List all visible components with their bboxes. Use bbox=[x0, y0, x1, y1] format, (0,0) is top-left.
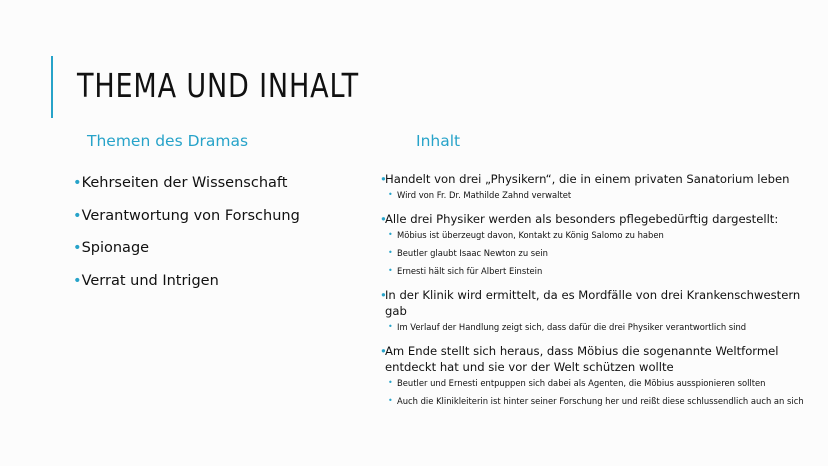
bullet-icon: • bbox=[73, 175, 82, 191]
sub-bullet-icon: • bbox=[388, 190, 393, 199]
content-sub-item bbox=[380, 265, 810, 277]
content-sub-item bbox=[380, 321, 810, 333]
content-item-text: Handelt von drei „Physikern“, die in einem privaten Sanatorium leben bbox=[385, 172, 790, 186]
themes-list-item bbox=[73, 238, 300, 258]
content-sub-item bbox=[380, 229, 810, 241]
content-sub-item-text: Ernesti hält sich für Albert Einstein bbox=[397, 266, 543, 276]
themes-list bbox=[73, 173, 300, 303]
bullet-icon: • bbox=[380, 212, 387, 226]
bullet-icon: • bbox=[73, 240, 82, 256]
themes-item-text: Spionage bbox=[81, 240, 150, 256]
slide-title: THEMA UND INHALT bbox=[77, 66, 360, 105]
content-list-item bbox=[380, 211, 810, 277]
sub-bullet-icon: • bbox=[388, 230, 393, 239]
sub-bullet-icon: • bbox=[388, 248, 393, 257]
content-sub-item-text: Beutler glaubt Isaac Newton zu sein bbox=[397, 248, 548, 258]
bullet-icon: • bbox=[380, 288, 387, 302]
content-sub-item-text: Beutler und Ernesti entpuppen sich dabei als Agenten, die Möbius ausspionieren sollten bbox=[397, 378, 766, 388]
content-item-text: Am Ende stellt sich heraus, dass Möbius die sogenannte Weltformel entdeckt hat und sie vor der Welt schützen wollte bbox=[385, 344, 779, 374]
content-sub-item bbox=[380, 395, 810, 407]
content-sub-list bbox=[380, 321, 810, 333]
content-sub-item-text: Wird von Fr. Dr. Mathilde Zahnd verwaltet bbox=[397, 190, 572, 200]
content-sub-list bbox=[380, 229, 810, 277]
themes-item-text: Verantwortung von Forschung bbox=[81, 207, 300, 224]
content-sub-list bbox=[380, 377, 810, 407]
content-sub-item-text: Möbius ist überzeugt davon, Kontakt zu König Salomo zu haben bbox=[397, 230, 664, 240]
bullet-icon: • bbox=[380, 172, 387, 186]
content-sub-item bbox=[380, 247, 810, 259]
themes-item-text: Verrat und Intrigen bbox=[81, 272, 219, 289]
themes-list-item bbox=[73, 173, 300, 193]
bullet-icon: • bbox=[380, 344, 387, 358]
sub-bullet-icon: • bbox=[388, 322, 393, 331]
content-heading: Inhalt bbox=[416, 132, 461, 150]
content-sub-list bbox=[380, 189, 810, 201]
content-list-item bbox=[380, 171, 810, 201]
themes-heading: Themen des Dramas bbox=[87, 132, 249, 150]
themes-list-item bbox=[73, 206, 300, 226]
bullet-icon: • bbox=[73, 272, 82, 289]
content-sub-item bbox=[380, 377, 810, 389]
sub-bullet-icon: • bbox=[388, 378, 393, 387]
content-sub-item bbox=[380, 189, 810, 201]
themes-list-item bbox=[73, 271, 300, 291]
content-item-text: Alle drei Physiker werden als besonders pflegebedürftig dargestellt: bbox=[385, 212, 779, 226]
content-sub-item-text: Auch die Klinikleiterin ist hinter seiner Forschung her und reißt diese schlussendlich auch an sich bbox=[397, 396, 804, 406]
themes-item-text: Kehrseiten der Wissenschaft bbox=[81, 175, 288, 191]
content-item-text: In der Klinik wird ermittelt, da es Mordfälle von drei Krankenschwestern gab bbox=[385, 288, 801, 318]
content-list bbox=[380, 171, 810, 417]
content-list-item bbox=[380, 287, 810, 333]
content-list-item bbox=[380, 343, 810, 407]
sub-bullet-icon: • bbox=[388, 266, 393, 275]
bullet-icon: • bbox=[73, 207, 82, 224]
content-sub-item-text: Im Verlauf der Handlung zeigt sich, dass dafür die drei Physiker verantwortlich sind bbox=[397, 322, 747, 332]
sub-bullet-icon: • bbox=[388, 396, 393, 405]
title-accent-bar bbox=[51, 56, 53, 118]
